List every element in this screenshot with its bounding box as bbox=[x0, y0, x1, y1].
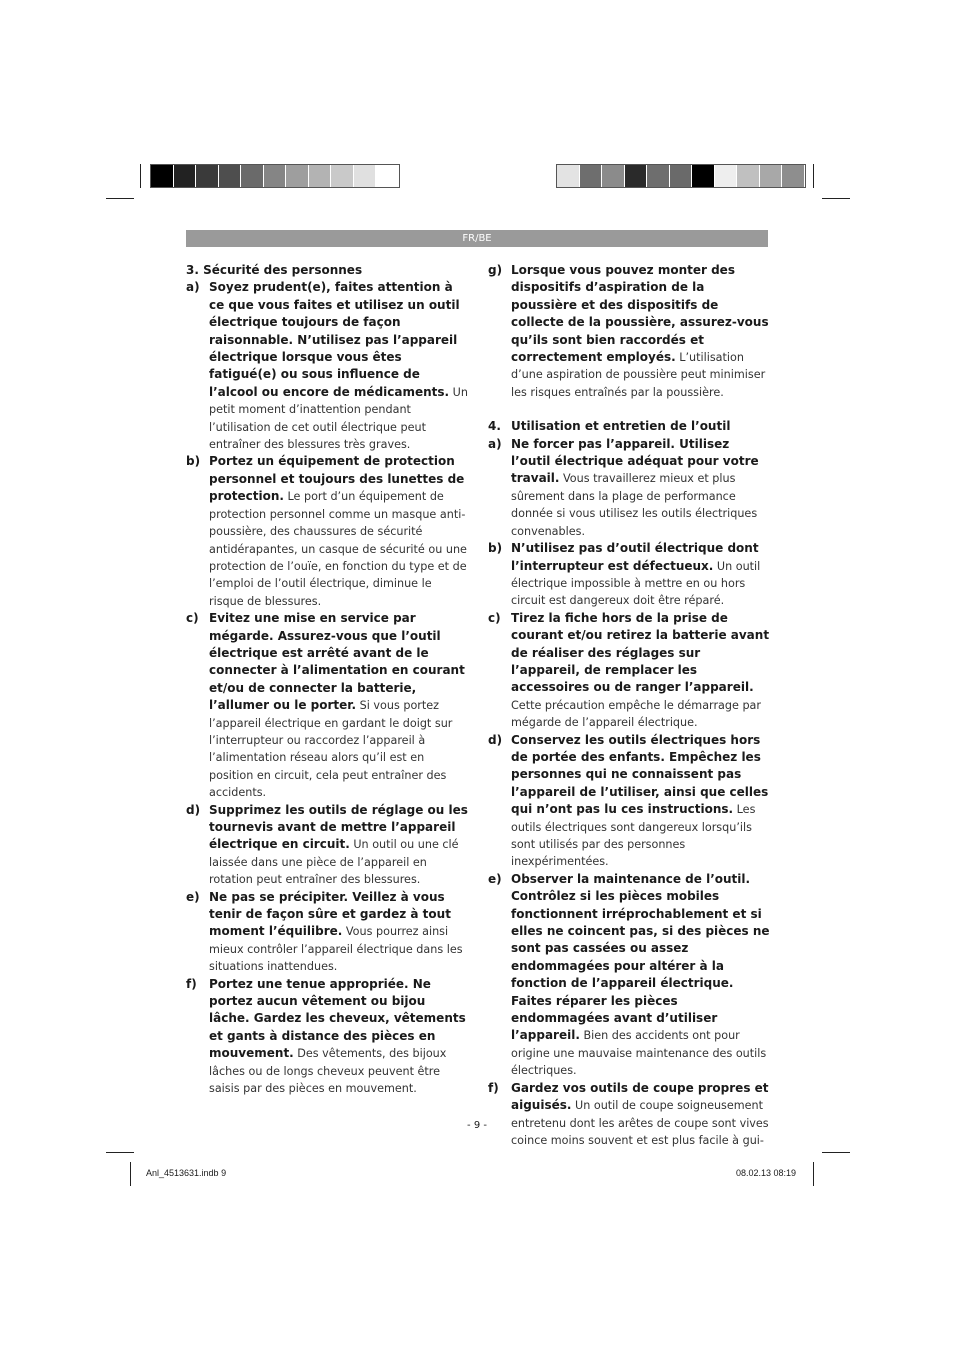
instruction-item bbox=[488, 436, 770, 540]
item-bold-text: Ne forcer pas l’appareil. Utilisez l’outil électrique adéquat pour votre travail. bbox=[511, 436, 759, 486]
item-normal-text: Un outil électrique impossible à mettre en ou hors circuit est dangereux doit être réparé. bbox=[511, 559, 761, 608]
item-label: b) bbox=[488, 541, 503, 556]
item-text bbox=[511, 436, 770, 540]
color-swatch bbox=[602, 165, 625, 187]
crop-mark bbox=[822, 198, 850, 199]
item-text bbox=[209, 453, 468, 610]
instruction-list bbox=[488, 436, 770, 1150]
instruction-item bbox=[488, 262, 770, 401]
item-text bbox=[511, 540, 770, 610]
item-label: a) bbox=[186, 280, 200, 295]
section-heading bbox=[488, 418, 770, 435]
language-header-bar: FR/BE bbox=[186, 230, 768, 247]
color-swatch bbox=[625, 165, 648, 187]
item-normal-text: L’utilisation d’une aspiration de poussière peut minimiser les risques entraînés par la poussière. bbox=[511, 351, 766, 399]
item-normal-text: Si vous portez l’appareil électrique en gardant le doigt sur l’interrupteur ou raccordez l’appareil à l’alimentation réseau alors qu’il est en position en circuit, cela peut entraîner des accidents. bbox=[209, 699, 453, 800]
color-swatch bbox=[309, 165, 332, 187]
instruction-item bbox=[488, 871, 770, 1080]
item-text bbox=[209, 976, 468, 1098]
instruction-item bbox=[186, 976, 468, 1098]
color-swatch bbox=[354, 165, 377, 187]
color-swatch bbox=[737, 165, 760, 187]
item-bold-text: Conservez les outils électriques hors de portée des enfants. Empêchez les personnes qui ne connaissent pas l’appareil de l’utiliser, ainsi que celles qui n’ont pas lu ces instructions. bbox=[511, 732, 769, 817]
instruction-item bbox=[488, 540, 770, 610]
left-column bbox=[186, 262, 468, 1098]
instruction-item bbox=[186, 453, 468, 610]
item-bold-text: Portez une tenue appropriée. Ne portez aucun vêtement ou bijou lâche. Gardez les cheveux, vêtements et gants à distance des pièces en mouvement. bbox=[209, 976, 466, 1061]
item-label: g) bbox=[488, 263, 503, 277]
color-swatch bbox=[760, 165, 783, 187]
item-text bbox=[511, 610, 770, 732]
color-swatch bbox=[151, 165, 174, 187]
page-number: - 9 - bbox=[467, 1120, 487, 1131]
item-normal-text: Vous pourrez ainsi mieux contrôler l’appareil électrique dans les situations inattendues. bbox=[209, 925, 463, 974]
color-swatch bbox=[647, 165, 670, 187]
section-title: Utilisation et entretien de l’outil bbox=[511, 419, 731, 434]
item-label: f) bbox=[488, 1080, 499, 1095]
item-bold-text: Soyez prudent(e), faites attention à ce que vous faites et utilisez un outil électrique toujours de façon raisonnable. N’utilisez pas l’appareil électrique lorsque vous êtes fatigué(e) ou sous influence de l’alcool ou encore de médicaments. bbox=[209, 280, 460, 399]
color-swatch bbox=[557, 165, 580, 187]
item-normal-text: Cette précaution empêche le démarrage par mégarde de l’appareil électrique. bbox=[511, 698, 762, 730]
item-label: f) bbox=[186, 976, 197, 991]
item-normal-text: Un petit moment d’inattention pendant l’utilisation de cet outil électrique peut entraîner des blessures très graves. bbox=[209, 385, 468, 452]
section-title: Sécurité des personnes bbox=[203, 263, 363, 277]
color-swatch bbox=[174, 165, 197, 187]
crop-mark bbox=[822, 1152, 850, 1153]
item-label: e) bbox=[488, 871, 502, 886]
item-label: c) bbox=[488, 610, 501, 625]
item-bold-text: Lorsque vous pouvez monter des dispositifs d’aspiration de la poussière et des dispositifs de collecte de la poussière, assurez-vous qu’ils sont bien raccordés et correctement employés. bbox=[511, 263, 769, 365]
crop-mark bbox=[106, 198, 134, 199]
color-calibration-strip-left bbox=[150, 164, 400, 188]
item-label: b) bbox=[186, 454, 201, 469]
item-label: c) bbox=[186, 611, 199, 626]
section-number: 4. bbox=[488, 419, 501, 434]
section-heading bbox=[186, 262, 468, 279]
color-swatch bbox=[241, 165, 264, 187]
footer-datetime: 08.02.13 08:19 bbox=[736, 1168, 797, 1178]
item-label: d) bbox=[488, 732, 503, 747]
item-text bbox=[209, 279, 468, 453]
instruction-item bbox=[186, 610, 468, 801]
item-text bbox=[209, 610, 468, 801]
color-swatch bbox=[580, 165, 603, 187]
item-bold-text: N’utilisez pas d’outil électrique dont l’interrupteur est défectueux. bbox=[511, 541, 759, 573]
color-swatch bbox=[196, 165, 219, 187]
item-text bbox=[209, 802, 468, 889]
right-column bbox=[488, 262, 770, 1149]
item-normal-text: Des vêtements, des bijoux lâches ou de longs cheveux peuvent être saisis par des pièces en mouvement. bbox=[209, 1047, 447, 1096]
item-bold-text: Portez un équipement de protection personnel et toujours des lunettes de protection. bbox=[209, 454, 465, 504]
item-text bbox=[511, 262, 770, 401]
instruction-item bbox=[186, 889, 468, 976]
item-label: d) bbox=[186, 802, 201, 817]
instruction-item bbox=[488, 732, 770, 871]
item-bold-text: Evitez une mise en service par mégarde. Assurez-vous que l’outil électrique est arrêté avant de le connecter à l’alimentation en courant et/ou de connecter la batterie, l’allumer ou le porter. bbox=[209, 611, 465, 713]
section-number: 3. bbox=[186, 263, 199, 277]
color-swatch bbox=[331, 165, 354, 187]
item-normal-text: Les outils électriques sont dangereux lorsqu’ils sont utilisés par des personnes inexpérimentées. bbox=[511, 803, 756, 869]
color-calibration-strip-right bbox=[556, 164, 806, 188]
item-label: a) bbox=[488, 436, 502, 451]
color-swatch bbox=[264, 165, 287, 187]
color-swatch bbox=[782, 165, 805, 187]
instruction-item bbox=[488, 1080, 770, 1150]
item-normal-text: Bien des accidents ont pour origine une mauvaise maintenance des outils électriques. bbox=[511, 1029, 767, 1078]
item-bold-text: Observer la maintenance de l’outil. Contrôlez si les pièces mobiles fonctionnent irréprochablement et si elles ne coincent pas, si des pièces ne sont pas cassées ou assez endommagées pour altérer à la fonction de l’appareil électrique. Faites réparer les pièces endommagées avant d’utiliser l’appareil. bbox=[511, 871, 770, 1043]
item-bold-text: Supprimez les outils de réglage ou les tournevis avant de mettre l’appareil électrique en circuit. bbox=[209, 802, 468, 852]
item-text bbox=[209, 889, 468, 976]
instruction-item bbox=[488, 610, 770, 732]
item-normal-text: Un outil de coupe soigneusement entretenu dont les arêtes de coupe sont vives coince moins souvent et est plus facile à gui- bbox=[511, 1099, 769, 1147]
item-bold-text: Gardez vos outils de coupe propres et aiguisés. bbox=[511, 1080, 769, 1113]
item-bold-text: Ne pas se précipiter. Veillez à vous tenir de façon sûre et gardez à tout moment l’équilibre. bbox=[209, 889, 451, 939]
instruction-item bbox=[186, 802, 468, 889]
instruction-list bbox=[186, 279, 468, 1097]
color-swatch bbox=[715, 165, 738, 187]
item-text bbox=[511, 732, 770, 871]
crop-mark bbox=[813, 164, 814, 188]
item-text bbox=[511, 871, 770, 1080]
item-label: e) bbox=[186, 889, 200, 904]
color-swatch bbox=[219, 165, 242, 187]
color-swatch bbox=[376, 165, 399, 187]
footer-filename: Anl_4513631.indb 9 bbox=[146, 1168, 227, 1178]
color-swatch bbox=[670, 165, 693, 187]
item-bold-text: Tirez la fiche hors de la prise de courant et/ou retirez la batterie avant de réaliser des réglages sur l’appareil, de remplacer les accessoires ou de ranger l’appareil. bbox=[511, 610, 770, 695]
crop-mark bbox=[140, 164, 141, 188]
item-text bbox=[511, 1080, 770, 1150]
crop-mark bbox=[106, 1152, 134, 1153]
color-swatch bbox=[286, 165, 309, 187]
item-normal-text: Le port d’un équipement de protection personnel comme un masque anti-poussière, des chaussures de sécurité antidérapantes, un casque de sécurité ou une protection de l’ouïe, en fonction du type et de l’emploi de l’outil électrique, diminue le risque de blessures. bbox=[209, 490, 467, 608]
color-swatch bbox=[692, 165, 715, 187]
instruction-item bbox=[186, 279, 468, 453]
item-normal-text: Vous travaillerez mieux et plus sûrement dans la plage de performance donnée si vous utilisez les outils électriques convenables. bbox=[511, 472, 758, 538]
crop-mark bbox=[813, 1162, 814, 1186]
item-normal-text: Un outil ou une clé laissée dans une pièce de l’appareil en rotation peut entraîner des blessures. bbox=[209, 838, 459, 887]
crop-mark bbox=[130, 1162, 131, 1186]
